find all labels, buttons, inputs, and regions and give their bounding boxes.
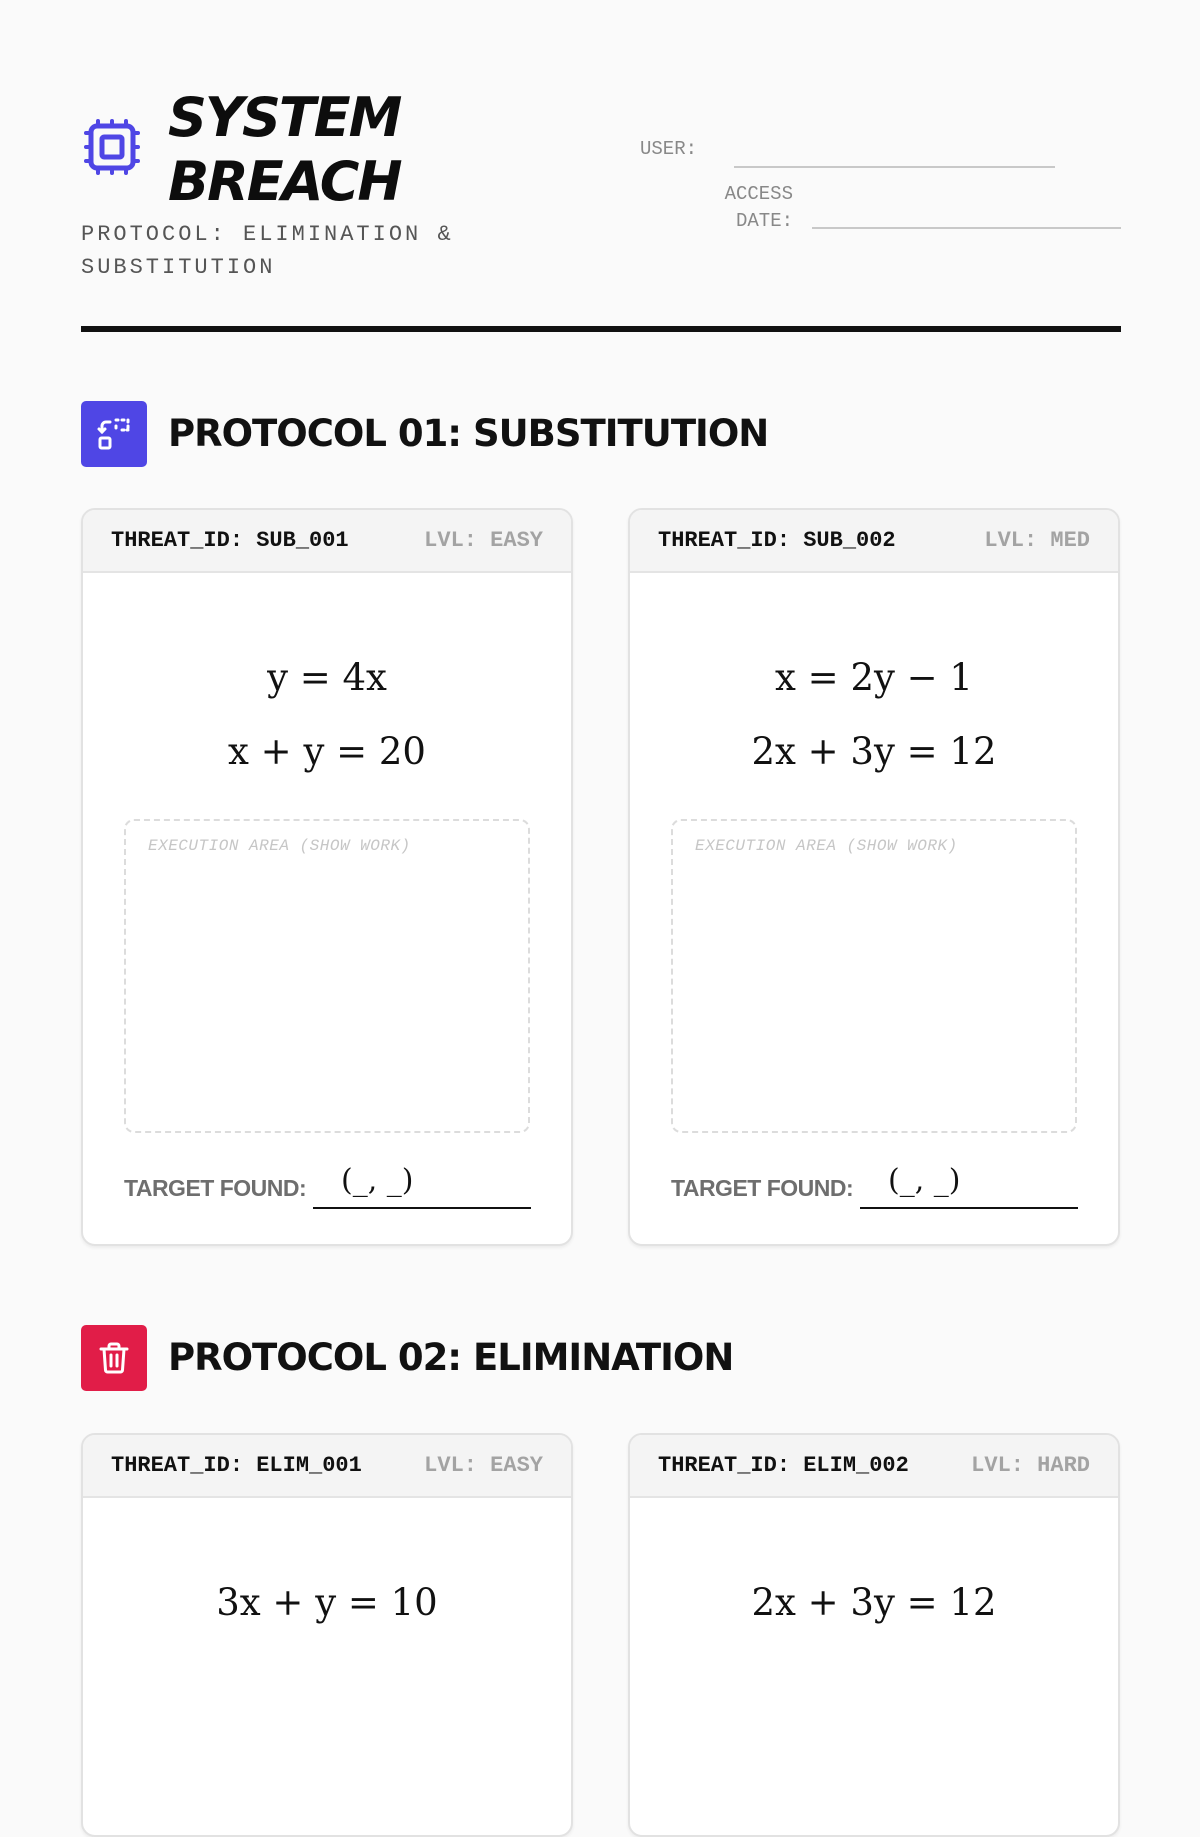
threat-id: THREAT_ID: SUB_001	[111, 528, 349, 553]
problem-card-sub-001	[81, 508, 573, 1246]
equation: 3x + y = 10	[216, 1581, 438, 1624]
level-badge: LVL: EASY	[424, 1453, 543, 1478]
user-label: USER:	[640, 138, 698, 160]
target-label: TARGET FOUND:	[124, 1175, 307, 1201]
trash-icon	[97, 1341, 131, 1375]
page-subtitle: PROTOCOL: ELIMINATION & SUBSTITUTION	[81, 222, 454, 280]
user-field[interactable]	[734, 166, 1055, 168]
equation-system	[83, 573, 571, 789]
title-line-2: BREACH	[168, 150, 401, 213]
equation-system	[630, 573, 1118, 789]
work-area-label: EXECUTION AREA (SHOW WORK)	[695, 837, 958, 855]
target-label: TARGET FOUND:	[671, 1175, 854, 1201]
card-header	[630, 1435, 1118, 1498]
trash-icon-badge	[81, 1325, 147, 1391]
worksheet-header	[81, 86, 1121, 286]
equation: y = 4x	[267, 656, 387, 699]
swap-icon-badge	[81, 401, 147, 467]
card-header	[83, 510, 571, 573]
problem-card-elim-002	[628, 1433, 1120, 1837]
equation: x = 2y − 1	[775, 656, 973, 699]
equation: 2x + 3y = 12	[751, 730, 997, 773]
access-date-label	[681, 181, 793, 235]
level-badge: LVL: MED	[984, 528, 1090, 553]
threat-id: THREAT_ID: SUB_002	[658, 528, 896, 553]
title-line-1: SYSTEM	[168, 86, 401, 149]
target-answer-field[interactable]: (_, _)	[313, 1163, 531, 1209]
problem-card-elim-001	[81, 1433, 573, 1837]
work-area-label: EXECUTION AREA (SHOW WORK)	[148, 837, 411, 855]
header-divider	[81, 326, 1121, 332]
card-header	[83, 1435, 571, 1498]
access-date-label-line-1: ACCESS	[724, 183, 793, 205]
work-area[interactable]	[124, 819, 530, 1133]
chip-icon	[81, 116, 143, 178]
problem-card-sub-002	[628, 508, 1120, 1246]
page-title	[168, 86, 401, 214]
equation: x + y = 20	[228, 730, 426, 773]
threat-id: THREAT_ID: ELIM_001	[111, 1453, 362, 1478]
target-answer-field[interactable]: (_, _)	[860, 1163, 1078, 1209]
access-date-field[interactable]	[812, 227, 1121, 229]
swap-icon	[96, 416, 132, 452]
equation: 2x + 3y = 12	[751, 1581, 997, 1624]
section-substitution-header	[81, 401, 1121, 467]
target-row	[124, 1133, 530, 1213]
access-date-label-line-2: DATE:	[735, 210, 793, 232]
target-row	[671, 1133, 1077, 1213]
card-header	[630, 510, 1118, 573]
level-badge: LVL: HARD	[971, 1453, 1090, 1478]
equation-system	[630, 1498, 1118, 1640]
section-elimination-header	[81, 1325, 1121, 1391]
work-area[interactable]	[671, 819, 1077, 1133]
section-title: PROTOCOL 02: ELIMINATION	[168, 1336, 734, 1379]
level-badge: LVL: EASY	[424, 528, 543, 553]
threat-id: THREAT_ID: ELIM_002	[658, 1453, 909, 1478]
section-title: PROTOCOL 01: SUBSTITUTION	[168, 412, 769, 455]
equation-system	[83, 1498, 571, 1640]
